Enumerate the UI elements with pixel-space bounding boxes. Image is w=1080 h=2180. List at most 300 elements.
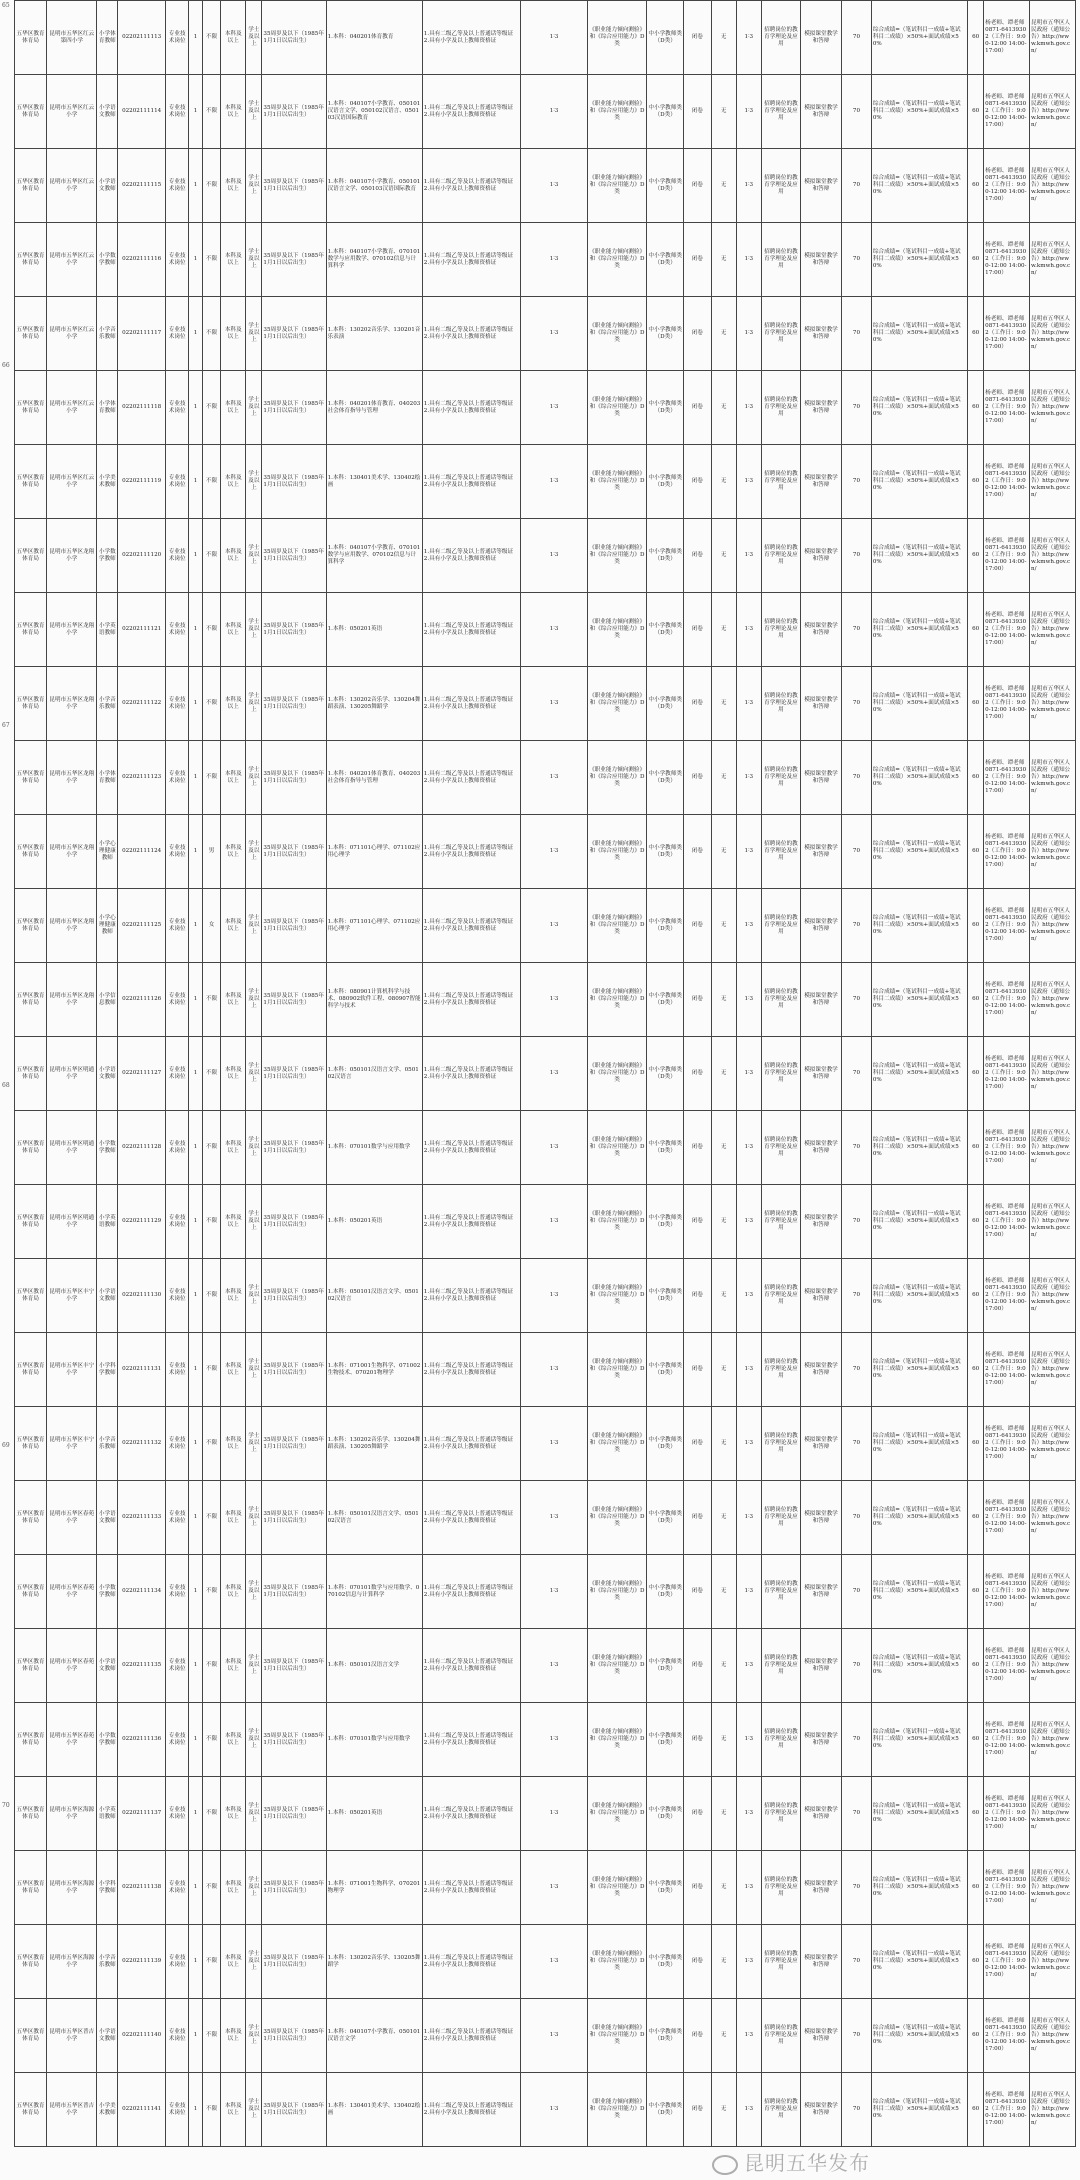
score-calc-cell: 综合成绩=（笔试科目一成绩+笔试科目二成绩）×50%+面试成绩×50% — [871, 1037, 967, 1111]
exam-subject-cell: 《职业能力倾向测验》和《综合应用能力》D类 — [587, 1629, 647, 1703]
fee-cell: 60 — [968, 815, 984, 889]
post-cell: 小学语文教师 — [97, 1259, 118, 1333]
count-cell: 1 — [189, 519, 203, 593]
category-cell: 专业技术岗位 — [166, 1777, 189, 1851]
count-cell: 1 — [189, 1481, 203, 1555]
category-cell: 专业技术岗位 — [166, 741, 189, 815]
major-prefix: 1.本科： — [327, 626, 350, 632]
gender-cell: 不限 — [202, 149, 220, 223]
interview-form-cell: 模拟课堂教学和答辩 — [800, 1259, 841, 1333]
education-cell: 本科及以上 — [221, 1851, 246, 1925]
score-calc-cell: 综合成绩=（笔试科目一成绩+笔试科目二成绩）×50%+面试成绩×50% — [871, 1111, 967, 1185]
fee-cell: 60 — [968, 1037, 984, 1111]
major-list: 040201体育教育、040203社会体育指导与管理 — [327, 400, 421, 414]
contact-cell: 杨老师、谭老师 0871-64139302（工作日：9:00-12:00 14:00-17:00） — [984, 1703, 1030, 1777]
requirement-line: 1.具有二级乙等及以上普通话等级证 — [423, 1584, 514, 1591]
major-list: 070101数学与应用数学 — [349, 1736, 411, 1742]
education-cell: 本科及以上 — [221, 593, 246, 667]
requirement-line: 2.具有小学及以上教师资格证 — [423, 925, 497, 932]
major-list: 130202音乐学、130205舞蹈学 — [327, 1954, 421, 1968]
requirement-line: 1.具有二级乙等及以上普通话等级证 — [423, 252, 514, 259]
gender-cell: 不限 — [202, 1407, 220, 1481]
unit-cell: 昆明市五华区红云小学 — [47, 445, 97, 519]
category-cell: 专业技术岗位 — [166, 1925, 189, 1999]
major-cell — [326, 889, 422, 963]
score-calc-cell: 综合成绩=（笔试科目一成绩+笔试科目二成绩）×50%+面试成绩×50% — [871, 889, 967, 963]
education-cell: 本科及以上 — [221, 371, 246, 445]
other-cell: 无 — [711, 1629, 736, 1703]
score-calc-cell: 综合成绩=（笔试科目一成绩+笔试科目二成绩）×50%+面试成绩×50% — [871, 1777, 967, 1851]
pass-line-cell: 70 — [842, 1185, 872, 1259]
category-cell: 专业技术岗位 — [166, 593, 189, 667]
fee-cell: 60 — [968, 1629, 984, 1703]
interview-ratio-cell: 1∶3 — [736, 741, 761, 815]
website-cell: 昆明市五华区人民政府（通知公告）http://www.kmwh.gov.cn/ — [1029, 815, 1075, 889]
gender-cell: 不限 — [202, 1185, 220, 1259]
requirement-line: 1.具有二级乙等及以上普通话等级证 — [423, 696, 514, 703]
age-cell: 35周岁及以下（1985年1月1日以后出生） — [262, 297, 326, 371]
major-cell — [326, 1333, 422, 1407]
major-prefix: 1.本科： — [327, 770, 350, 777]
major-cell — [326, 2073, 422, 2147]
category-cell: 专业技术岗位 — [166, 519, 189, 593]
age-cell: 35周岁及以下（1985年1月1日以后出生） — [262, 1111, 326, 1185]
major-list: 040107小学教育、070101数学与应用数学、070102信息与计算科学 — [327, 249, 421, 269]
unit-cell: 昆明市五华区丰宁小学 — [47, 1259, 97, 1333]
website-cell: 昆明市五华区人民政府（通知公告）http://www.kmwh.gov.cn/ — [1029, 1851, 1075, 1925]
count-cell: 1 — [189, 1703, 203, 1777]
table-row — [15, 1703, 1076, 1777]
major-cell — [326, 667, 422, 741]
degree-cell: 学士及以上 — [246, 1407, 262, 1481]
post-cell: 小学语文教师 — [97, 1481, 118, 1555]
website-cell: 昆明市五华区人民政府（通知公告）http://www.kmwh.gov.cn/ — [1029, 149, 1075, 223]
requirement-line: 1.具有二级乙等及以上普通话等级证 — [423, 1658, 514, 1665]
contact-cell: 杨老师、谭老师 0871-64139302（工作日：9:00-12:00 14:00-17:00） — [984, 889, 1030, 963]
count-cell: 1 — [189, 2073, 203, 2147]
fee-cell: 60 — [968, 1, 984, 75]
major-list: 130202音乐学、130204舞蹈表演、130205舞蹈学 — [327, 696, 421, 710]
fee-cell: 60 — [968, 149, 984, 223]
pass-line-cell: 70 — [842, 1111, 872, 1185]
interview-content-cell: 招聘岗位的教育学理论及应用 — [761, 963, 800, 1037]
interview-content-cell: 招聘岗位的教育学理论及应用 — [761, 75, 800, 149]
count-cell: 1 — [189, 1, 203, 75]
dept-cell: 五华区教育体育局 — [15, 1999, 47, 2073]
education-cell: 本科及以上 — [221, 1185, 246, 1259]
website-cell: 昆明市五华区人民政府（通知公告）http://www.kmwh.gov.cn/ — [1029, 2073, 1075, 2147]
requirement-line: 1.具有二级乙等及以上普通话等级证 — [423, 104, 514, 111]
exam-ratio-cell: 1∶3 — [521, 1037, 587, 1111]
gender-cell: 不限 — [202, 1481, 220, 1555]
gender-cell: 不限 — [202, 667, 220, 741]
interview-content-cell: 招聘岗位的教育学理论及应用 — [761, 1851, 800, 1925]
exam-subject-cell: 《职业能力倾向测验》和《综合应用能力》D类 — [587, 445, 647, 519]
education-cell: 本科及以上 — [221, 1555, 246, 1629]
pass-line-cell: 70 — [842, 149, 872, 223]
exam-kind-cell: 中小学教师类（D类） — [647, 297, 684, 371]
fee-cell: 60 — [968, 667, 984, 741]
requirement-line: 2.具有小学及以上教师资格证 — [423, 1073, 497, 1080]
interview-form-cell: 模拟课堂教学和答辩 — [800, 815, 841, 889]
degree-cell: 学士及以上 — [246, 815, 262, 889]
degree-cell: 学士及以上 — [246, 1777, 262, 1851]
major-prefix: 1.本科： — [327, 1662, 350, 1668]
other-cell: 无 — [711, 1851, 736, 1925]
exam-subject-cell: 《职业能力倾向测验》和《综合应用能力》D类 — [587, 1481, 647, 1555]
major-list: 040107小学教育、050101汉语言文学、050102汉语言、050103汉语国际教育 — [327, 101, 421, 121]
count-cell: 1 — [189, 371, 203, 445]
gender-cell: 不限 — [202, 1777, 220, 1851]
table-row — [15, 741, 1076, 815]
code-cell: 02202111118 — [118, 371, 166, 445]
contact-cell: 杨老师、谭老师 0871-64139302（工作日：9:00-12:00 14:00-17:00） — [984, 1333, 1030, 1407]
major-cell — [326, 593, 422, 667]
fee-cell: 60 — [968, 371, 984, 445]
table-row — [15, 1, 1076, 75]
unit-cell: 昆明市五华区明通小学 — [47, 1037, 97, 1111]
degree-cell: 学士及以上 — [246, 1111, 262, 1185]
pass-line-cell: 70 — [842, 75, 872, 149]
pass-line-cell: 70 — [842, 1555, 872, 1629]
interview-content-cell: 招聘岗位的教育学理论及应用 — [761, 371, 800, 445]
gender-cell: 不限 — [202, 1, 220, 75]
interview-ratio-cell: 1∶3 — [736, 1999, 761, 2073]
unit-cell: 昆明市五华区普吉小学 — [47, 1999, 97, 2073]
website-cell: 昆明市五华区人民政府（通知公告）http://www.kmwh.gov.cn/ — [1029, 741, 1075, 815]
requirements-cell — [422, 1037, 521, 1111]
age-cell: 35周岁及以下（1985年1月1日以后出生） — [262, 1777, 326, 1851]
table-row — [15, 519, 1076, 593]
other-cell: 无 — [711, 1777, 736, 1851]
other-cell: 无 — [711, 223, 736, 297]
interview-form-cell: 模拟课堂教学和答辩 — [800, 1703, 841, 1777]
pass-line-cell: 70 — [842, 2073, 872, 2147]
count-cell: 1 — [189, 1629, 203, 1703]
major-list: 040107小学教育、050101汉语言文学 — [327, 2028, 421, 2042]
score-calc-cell: 综合成绩=（笔试科目一成绩+笔试科目二成绩）×50%+面试成绩×50% — [871, 75, 967, 149]
requirements-cell — [422, 1555, 521, 1629]
count-cell: 1 — [189, 667, 203, 741]
exam-subject-cell: 《职业能力倾向测验》和《综合应用能力》D类 — [587, 1999, 647, 2073]
post-cell: 小学语文教师 — [97, 1629, 118, 1703]
fee-cell: 60 — [968, 1777, 984, 1851]
major-prefix: 1.本科： — [327, 101, 350, 107]
major-prefix: 1.本科： — [327, 1954, 350, 1961]
age-cell: 35周岁及以下（1985年1月1日以后出生） — [262, 519, 326, 593]
interview-ratio-cell: 1∶3 — [736, 1407, 761, 1481]
website-cell: 昆明市五华区人民政府（通知公告）http://www.kmwh.gov.cn/ — [1029, 445, 1075, 519]
other-cell: 无 — [711, 371, 736, 445]
requirement-line: 1.具有二级乙等及以上普通话等级证 — [423, 992, 514, 999]
major-prefix: 1.本科： — [327, 1362, 350, 1369]
exam-kind-cell: 中小学教师类（D类） — [647, 889, 684, 963]
requirement-line: 1.具有二级乙等及以上普通话等级证 — [423, 1806, 514, 1813]
code-cell: 02202111122 — [118, 667, 166, 741]
category-cell: 专业技术岗位 — [166, 445, 189, 519]
post-cell: 小学英语教师 — [97, 1777, 118, 1851]
requirements-cell — [422, 371, 521, 445]
unit-cell: 昆明市五华区明通小学 — [47, 1111, 97, 1185]
interview-ratio-cell: 1∶3 — [736, 1481, 761, 1555]
interview-form-cell: 模拟课堂教学和答辩 — [800, 2073, 841, 2147]
post-cell: 小学语文教师 — [97, 1999, 118, 2073]
requirement-line: 2.具有小学及以上教师资格证 — [423, 1591, 497, 1598]
exam-subject-cell: 《职业能力倾向测验》和《综合应用能力》D类 — [587, 815, 647, 889]
major-prefix: 1.本科： — [327, 1066, 350, 1073]
exam-ratio-cell: 1∶3 — [521, 1777, 587, 1851]
fee-cell: 60 — [968, 1851, 984, 1925]
dept-cell: 五华区教育体育局 — [15, 1333, 47, 1407]
interview-content-cell: 招聘岗位的教育学理论及应用 — [761, 1333, 800, 1407]
interview-form-cell: 模拟课堂教学和答辩 — [800, 1407, 841, 1481]
website-cell: 昆明市五华区人民政府（通知公告）http://www.kmwh.gov.cn/ — [1029, 1777, 1075, 1851]
requirements-cell — [422, 297, 521, 371]
age-cell: 35周岁及以下（1985年1月1日以后出生） — [262, 741, 326, 815]
score-calc-cell: 综合成绩=（笔试科目一成绩+笔试科目二成绩）×50%+面试成绩×50% — [871, 1, 967, 75]
contact-cell: 杨老师、谭老师 0871-64139302（工作日：9:00-12:00 14:00-17:00） — [984, 1999, 1030, 2073]
interview-form-cell: 模拟课堂教学和答辩 — [800, 1777, 841, 1851]
count-cell: 1 — [189, 75, 203, 149]
exam-ratio-cell: 1∶3 — [521, 519, 587, 593]
exam-subject-cell: 《职业能力倾向测验》和《综合应用能力》D类 — [587, 519, 647, 593]
recruitment-table — [14, 0, 1076, 2147]
dept-cell: 五华区教育体育局 — [15, 963, 47, 1037]
exam-kind-cell: 中小学教师类（D类） — [647, 1555, 684, 1629]
score-calc-cell: 综合成绩=（笔试科目一成绩+笔试科目二成绩）×50%+面试成绩×50% — [871, 1999, 967, 2073]
requirements-cell — [422, 889, 521, 963]
exam-method-cell: 闭卷 — [684, 75, 711, 149]
requirements-cell — [422, 741, 521, 815]
interview-content-cell: 招聘岗位的教育学理论及应用 — [761, 1, 800, 75]
table-row — [15, 1185, 1076, 1259]
exam-method-cell: 闭卷 — [684, 741, 711, 815]
requirements-cell — [422, 1481, 521, 1555]
category-cell: 专业技术岗位 — [166, 1037, 189, 1111]
watermark — [712, 2147, 870, 2176]
requirements-cell — [422, 963, 521, 1037]
fee-cell: 60 — [968, 2073, 984, 2147]
code-cell: 02202111129 — [118, 1185, 166, 1259]
contact-cell: 杨老师、谭老师 0871-64139302（工作日：9:00-12:00 14:00-17:00） — [984, 1925, 1030, 1999]
requirements-cell — [422, 815, 521, 889]
exam-ratio-cell: 1∶3 — [521, 889, 587, 963]
code-cell: 02202111120 — [118, 519, 166, 593]
exam-ratio-cell: 1∶3 — [521, 445, 587, 519]
requirement-line: 1.具有二级乙等及以上普通话等级证 — [423, 1288, 514, 1295]
exam-ratio-cell: 1∶3 — [521, 1259, 587, 1333]
requirement-line: 1.具有二级乙等及以上普通话等级证 — [423, 1214, 514, 1221]
interview-ratio-cell: 1∶3 — [736, 1555, 761, 1629]
unit-cell: 昆明市五华区春苑小学 — [47, 1629, 97, 1703]
website-cell: 昆明市五华区人民政府（通知公告）http://www.kmwh.gov.cn/ — [1029, 667, 1075, 741]
requirements-cell — [422, 75, 521, 149]
dept-cell: 五华区教育体育局 — [15, 1703, 47, 1777]
exam-ratio-cell: 1∶3 — [521, 297, 587, 371]
major-prefix: 1.本科： — [327, 400, 350, 407]
requirement-line: 2.具有小学及以上教师资格证 — [423, 407, 497, 414]
requirement-line: 2.具有小学及以上教师资格证 — [423, 777, 497, 784]
degree-cell: 学士及以上 — [246, 1925, 262, 1999]
requirements-cell — [422, 1777, 521, 1851]
age-cell: 35周岁及以下（1985年1月1日以后出生） — [262, 149, 326, 223]
unit-cell: 昆明市五华区龙翔小学 — [47, 519, 97, 593]
exam-subject-cell: 《职业能力倾向测验》和《综合应用能力》D类 — [587, 1185, 647, 1259]
code-cell: 02202111113 — [118, 1, 166, 75]
contact-cell: 杨老师、谭老师 0871-64139302（工作日：9:00-12:00 14:00-17:00） — [984, 593, 1030, 667]
dept-cell: 五华区教育体育局 — [15, 519, 47, 593]
pass-line-cell: 70 — [842, 1851, 872, 1925]
requirement-line: 1.具有二级乙等及以上普通话等级证 — [423, 326, 514, 333]
age-cell: 35周岁及以下（1985年1月1日以后出生） — [262, 1333, 326, 1407]
exam-subject-cell: 《职业能力倾向测验》和《综合应用能力》D类 — [587, 223, 647, 297]
code-cell: 02202111140 — [118, 1999, 166, 2073]
requirements-cell — [422, 1111, 521, 1185]
post-cell: 小学英语教师 — [97, 1185, 118, 1259]
fee-cell: 60 — [968, 1481, 984, 1555]
interview-content-cell: 招聘岗位的教育学理论及应用 — [761, 1185, 800, 1259]
exam-kind-cell: 中小学教师类（D类） — [647, 1111, 684, 1185]
score-calc-cell: 综合成绩=（笔试科目一成绩+笔试科目二成绩）×50%+面试成绩×50% — [871, 1185, 967, 1259]
count-cell: 1 — [189, 1185, 203, 1259]
major-prefix: 1.本科： — [327, 2028, 350, 2035]
code-cell: 02202111133 — [118, 1481, 166, 1555]
exam-subject-cell: 《职业能力倾向测验》和《综合应用能力》D类 — [587, 297, 647, 371]
website-cell: 昆明市五华区人民政府（通知公告）http://www.kmwh.gov.cn/ — [1029, 1481, 1075, 1555]
post-cell: 小学体育教师 — [97, 741, 118, 815]
pass-line-cell: 70 — [842, 593, 872, 667]
requirement-line: 1.具有二级乙等及以上普通话等级证 — [423, 770, 514, 777]
interview-ratio-cell: 1∶3 — [736, 519, 761, 593]
requirement-line: 1.具有二级乙等及以上普通话等级证 — [423, 844, 514, 851]
fee-cell: 60 — [968, 1259, 984, 1333]
major-cell — [326, 223, 422, 297]
unit-cell: 昆明市五华区普吉小学 — [47, 2073, 97, 2147]
requirement-line: 2.具有小学及以上教师资格证 — [423, 2109, 497, 2116]
major-prefix: 1.本科： — [327, 1144, 350, 1150]
requirement-line: 2.具有小学及以上教师资格证 — [423, 1221, 497, 1228]
count-cell: 1 — [189, 1555, 203, 1629]
requirement-line: 2.具有小学及以上教师资格证 — [423, 1887, 497, 1894]
post-cell: 小学体育教师 — [97, 371, 118, 445]
major-list: 070101数学与应用数学 — [349, 1144, 411, 1150]
unit-cell: 昆明市五华区春苑小学 — [47, 1703, 97, 1777]
pass-line-cell: 70 — [842, 741, 872, 815]
post-cell: 小学音乐教师 — [97, 1407, 118, 1481]
education-cell: 本科及以上 — [221, 297, 246, 371]
exam-subject-cell: 《职业能力倾向测验》和《综合应用能力》D类 — [587, 1111, 647, 1185]
major-prefix: 1.本科： — [327, 34, 350, 40]
interview-form-cell: 模拟课堂教学和答辩 — [800, 593, 841, 667]
contact-cell: 杨老师、谭老师 0871-64139302（工作日：9:00-12:00 14:00-17:00） — [984, 223, 1030, 297]
table-row — [15, 815, 1076, 889]
age-cell: 35周岁及以下（1985年1月1日以后出生） — [262, 815, 326, 889]
page-number: 67 — [2, 722, 10, 729]
pass-line-cell: 70 — [842, 445, 872, 519]
interview-content-cell: 招聘岗位的教育学理论及应用 — [761, 1481, 800, 1555]
other-cell: 无 — [711, 445, 736, 519]
score-calc-cell: 综合成绩=（笔试科目一成绩+笔试科目二成绩）×50%+面试成绩×50% — [871, 1703, 967, 1777]
requirements-cell — [422, 2073, 521, 2147]
category-cell: 专业技术岗位 — [166, 223, 189, 297]
exam-subject-cell: 《职业能力倾向测验》和《综合应用能力》D类 — [587, 1, 647, 75]
interview-content-cell: 招聘岗位的教育学理论及应用 — [761, 519, 800, 593]
code-cell: 02202111139 — [118, 1925, 166, 1999]
interview-content-cell: 招聘岗位的教育学理论及应用 — [761, 593, 800, 667]
degree-cell: 学士及以上 — [246, 1629, 262, 1703]
unit-cell: 昆明市五华区红云小学 — [47, 75, 97, 149]
requirement-line: 2.具有小学及以上教师资格证 — [423, 1665, 497, 1672]
degree-cell: 学士及以上 — [246, 667, 262, 741]
score-calc-cell: 综合成绩=（笔试科目一成绩+笔试科目二成绩）×50%+面试成绩×50% — [871, 223, 967, 297]
education-cell: 本科及以上 — [221, 1481, 246, 1555]
contact-cell: 杨老师、谭老师 0871-64139302（工作日：9:00-12:00 14:00-17:00） — [984, 445, 1030, 519]
table-row — [15, 889, 1076, 963]
score-calc-cell: 综合成绩=（笔试科目一成绩+笔试科目二成绩）×50%+面试成绩×50% — [871, 1259, 967, 1333]
category-cell: 专业技术岗位 — [166, 1481, 189, 1555]
gender-cell: 不限 — [202, 1111, 220, 1185]
fee-cell: 60 — [968, 223, 984, 297]
score-calc-cell: 综合成绩=（笔试科目一成绩+笔试科目二成绩）×50%+面试成绩×50% — [871, 593, 967, 667]
degree-cell: 学士及以上 — [246, 1481, 262, 1555]
post-cell: 小学数学教师 — [97, 1555, 118, 1629]
pass-line-cell: 70 — [842, 963, 872, 1037]
interview-content-cell: 招聘岗位的教育学理论及应用 — [761, 1037, 800, 1111]
page-number: 66 — [2, 362, 10, 369]
other-cell: 无 — [711, 519, 736, 593]
exam-method-cell: 闭卷 — [684, 1111, 711, 1185]
website-cell: 昆明市五华区人民政府（通知公告）http://www.kmwh.gov.cn/ — [1029, 1037, 1075, 1111]
score-calc-cell: 综合成绩=（笔试科目一成绩+笔试科目二成绩）×50%+面试成绩×50% — [871, 371, 967, 445]
requirement-line: 2.具有小学及以上教师资格证 — [423, 1295, 497, 1302]
major-list: 080901计算机科学与技术、080902软件工程、080907智能科学与技术 — [327, 989, 421, 1009]
score-calc-cell: 综合成绩=（笔试科目一成绩+笔试科目二成绩）×50%+面试成绩×50% — [871, 1481, 967, 1555]
unit-cell: 昆明市五华区海源小学 — [47, 1925, 97, 1999]
unit-cell: 昆明市五华区龙翔小学 — [47, 593, 97, 667]
exam-ratio-cell: 1∶3 — [521, 149, 587, 223]
unit-cell: 昆明市五华区红云小学 — [47, 371, 97, 445]
requirements-cell — [422, 519, 521, 593]
exam-method-cell: 闭卷 — [684, 2073, 711, 2147]
exam-kind-cell: 中小学教师类（D类） — [647, 593, 684, 667]
contact-cell: 杨老师、谭老师 0871-64139302（工作日：9:00-12:00 14:00-17:00） — [984, 1259, 1030, 1333]
count-cell: 1 — [189, 297, 203, 371]
other-cell: 无 — [711, 1703, 736, 1777]
major-list: 071001生物科学、071002生物技术、070201物理学 — [327, 1362, 421, 1376]
exam-method-cell: 闭卷 — [684, 1629, 711, 1703]
degree-cell: 学士及以上 — [246, 75, 262, 149]
requirement-line: 2.具有小学及以上教师资格证 — [423, 1369, 497, 1376]
count-cell: 1 — [189, 1777, 203, 1851]
count-cell: 1 — [189, 1037, 203, 1111]
requirements-cell — [422, 1629, 521, 1703]
age-cell: 35周岁及以下（1985年1月1日以后出生） — [262, 1185, 326, 1259]
table-row — [15, 1333, 1076, 1407]
exam-kind-cell: 中小学教师类（D类） — [647, 519, 684, 593]
dept-cell: 五华区教育体育局 — [15, 445, 47, 519]
interview-form-cell: 模拟课堂教学和答辩 — [800, 1851, 841, 1925]
interview-form-cell: 模拟课堂教学和答辩 — [800, 519, 841, 593]
dept-cell: 五华区教育体育局 — [15, 223, 47, 297]
education-cell: 本科及以上 — [221, 667, 246, 741]
unit-cell: 昆明市五华区红云小学 — [47, 223, 97, 297]
degree-cell: 学士及以上 — [246, 963, 262, 1037]
major-list: 050101汉语言文学 — [349, 1662, 400, 1668]
gender-cell: 男 — [202, 815, 220, 889]
age-cell: 35周岁及以下（1985年1月1日以后出生） — [262, 223, 326, 297]
website-cell: 昆明市五华区人民政府（通知公告）http://www.kmwh.gov.cn/ — [1029, 1555, 1075, 1629]
requirement-line: 1.具有二级乙等及以上普通话等级证 — [423, 2102, 514, 2109]
